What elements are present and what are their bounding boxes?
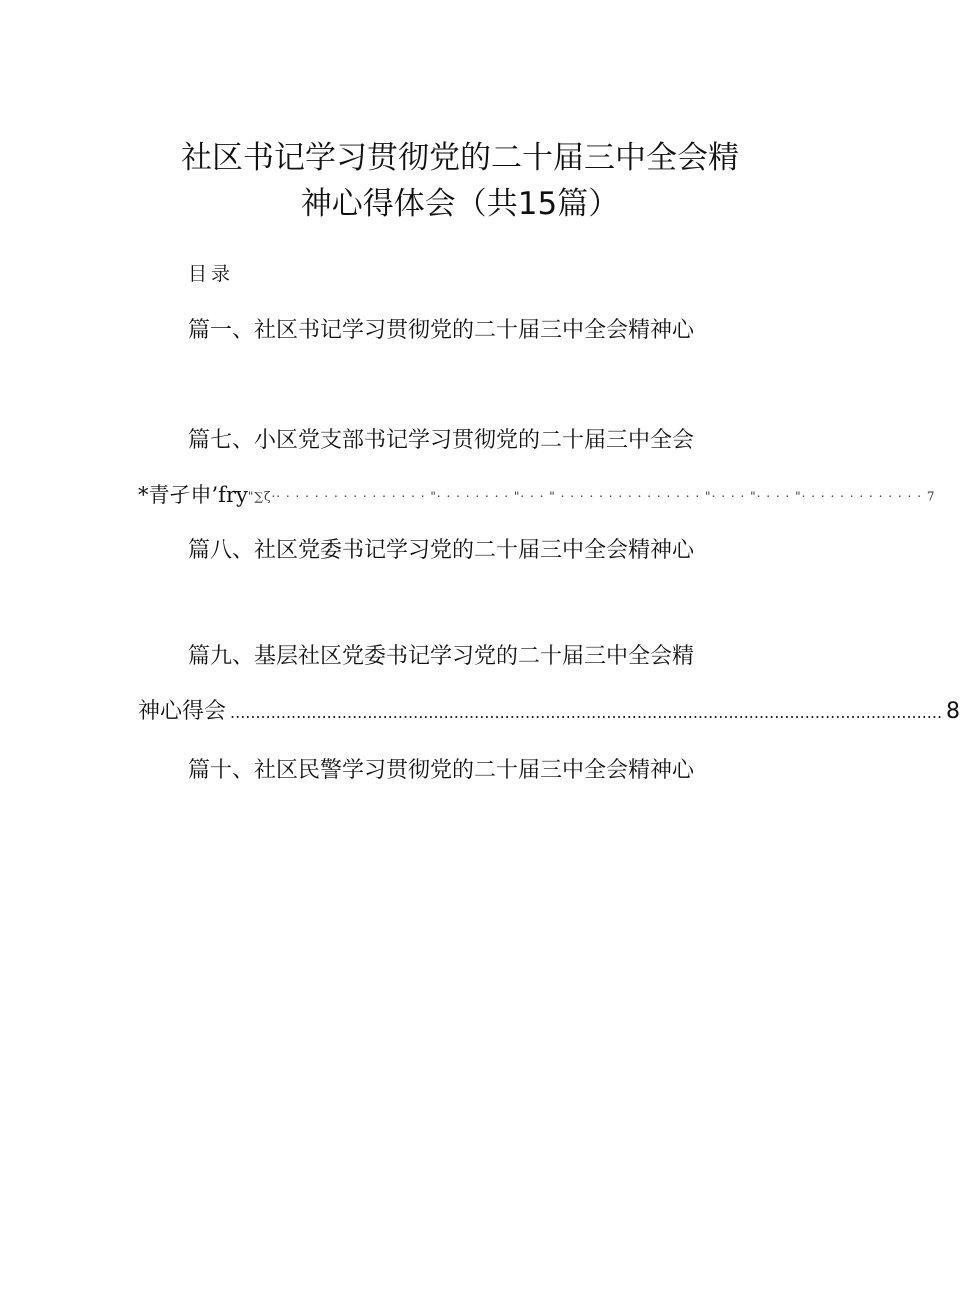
toc-entry-10[interactable]: 篇十、社区民警学习贯彻党的二十届三中全会精神心 [188, 758, 695, 783]
toc-heading: 目录 [188, 263, 235, 285]
toc-entry-9-continuation[interactable] [138, 697, 960, 728]
toc-leader-dots: ............................................................................................................................................ [230, 703, 943, 722]
toc-entry-7-garbled-text: *青孑申’fry [138, 483, 248, 507]
toc-entry-7-continuation[interactable] [138, 480, 936, 512]
toc-entry-9[interactable]: 篇九、基层社区党委书记学习党的二十届三中全会精 [188, 644, 695, 669]
toc-entry-7[interactable]: 篇七、小区党支部书记学习贯彻党的二十届三中全会 [188, 428, 695, 453]
document-title-line-2: 神心得体会（共15篇） [300, 186, 620, 222]
toc-entry-9-text-end: 神心得会 [138, 699, 227, 724]
toc-entry-7-leader: "∑ζ·· · · · · · · · · · · · · · · · "· · · · · · · · "· · · " · · · · · · · · · · · · · · · "· · · · "· · · · "· · · · · · · · · · · · · 7 [247, 489, 936, 504]
toc-page-number: 8 [946, 699, 960, 724]
document-title-line-1: 社区书记学习贯彻党的二十届三中全会精 [181, 140, 739, 176]
toc-entry-8[interactable]: 篇八、社区党委书记学习党的二十届三中全会精神心 [188, 538, 695, 563]
toc-entry-1[interactable]: 篇一、社区书记学习贯彻党的二十届三中全会精神心 [188, 318, 695, 343]
